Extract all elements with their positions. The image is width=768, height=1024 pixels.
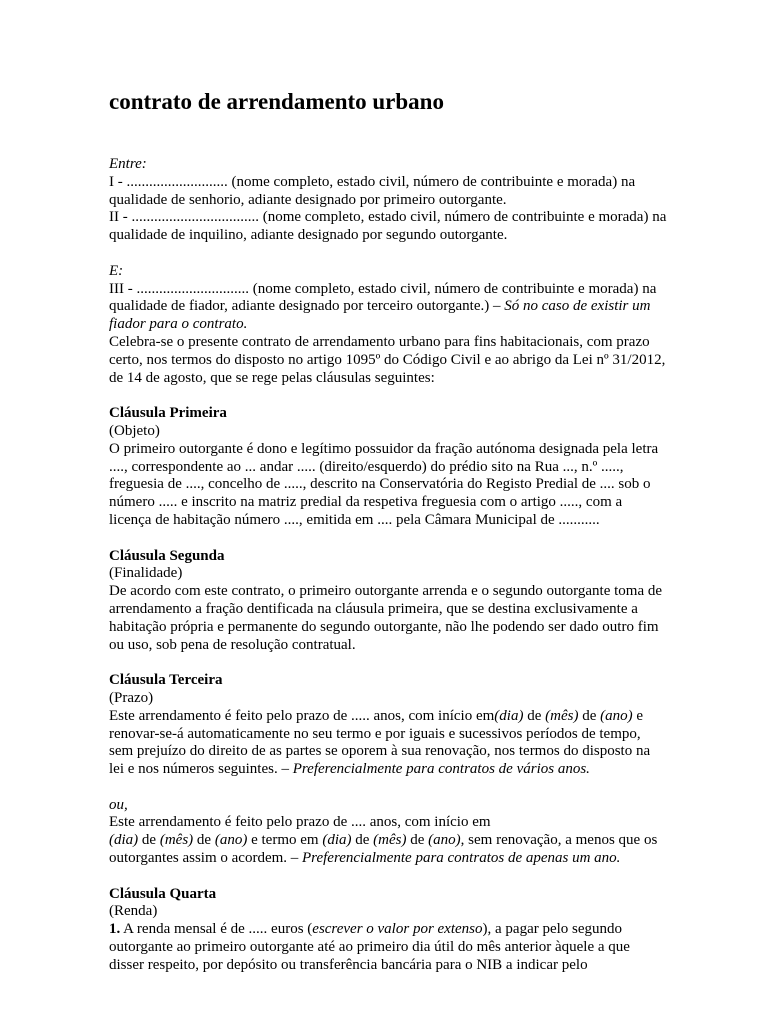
ano-placeholder: (ano): [600, 707, 633, 724]
rent-note: escrever o valor por extenso: [312, 921, 483, 938]
clause-2-text: De acordo com este contrato, o primeiro outorgante arrenda e o segundo outorgante toma de arrendamento a fração dentificada na cláusula primeira, que se destina exclusivamente a habitação própria e permanente do segundo outorgante, não lhe podendo ser dado outro fim ou uso, sob pena de resolução contratual.: [109, 583, 663, 653]
de-word: de: [578, 707, 601, 724]
dia-placeholder: (dia): [494, 707, 524, 724]
intro-paragraph: Celebra-se o presente contrato de arrendamento urbano para fins habitacionais, com prazo certo, nos termos do disposto no artigo 1095º do Código Civil e ao abrigo da Lei nº 31/2012, de 14 de agosto, que se rege pelas cláusulas seguintes:: [109, 333, 666, 386]
clause-2-subtitle: (Finalidade): [109, 565, 183, 582]
party-1: I - ........................... (nome completo, estado civil, número de contribuinte e morada) na qualidade de senhorio, adiante designado por primeiro outorgante.: [109, 173, 636, 208]
clause-3-option-2: [109, 814, 668, 867]
de-word: de: [351, 832, 374, 849]
clause-3-option-1: [109, 708, 668, 779]
opt2-start: Este arrendamento é feito pelo prazo de .... anos, com início em: [109, 814, 491, 831]
party-3: [109, 281, 668, 334]
or-label: ou,: [109, 796, 128, 813]
document-title: contrato de arrendamento urbano: [109, 89, 444, 114]
ano-placeholder: (ano): [428, 832, 461, 849]
mes-placeholder: (mês): [159, 832, 194, 849]
party-3-note: Só no caso de existir um fiador para o contrato.: [109, 298, 651, 333]
party-3-text: III - .............................. (nome completo, estado civil, número de contribuinte e morada) na qualidade de fiador, adiante designado por terceiro outorgante.) –: [109, 280, 657, 315]
mes-placeholder: (mês): [373, 832, 407, 849]
clause-4-title: Cláusula Quarta: [109, 885, 217, 902]
mes-placeholder: (mês): [545, 707, 579, 724]
rent-text-rest: ), a pagar pelo segundo outorgante ao primeiro outorgante até ao primeiro dia útil do mês anterior àquele a que disser respeito, por depósito ou transferência bancária para o NIB a indicar pelo: [109, 921, 630, 973]
de-word: de: [406, 832, 429, 849]
dia-placeholder: (dia): [322, 832, 352, 849]
opt1-rest: e renovar-se-á automaticamente no seu termo e por iguais e sucessivos períodos de tempo, sem prejuízo do direito de as partes se oporem à sua renovação, nos termos do disposto na lei e nos números seguintes. –: [109, 707, 651, 778]
clause-3-title: Cláusula Terceira: [109, 672, 223, 689]
de-word: de: [138, 832, 160, 849]
dia-placeholder: (dia): [109, 832, 139, 849]
clause-1-subtitle: (Objeto): [109, 422, 160, 439]
party-2: II - .................................. (nome completo, estado civil, número de contribuinte e morada) na qualidade de inquilino, adiante designado por segundo outorgante.: [109, 209, 667, 244]
ano-placeholder: (ano): [214, 832, 248, 849]
entre-label: Entre:: [109, 156, 147, 172]
clause-3-subtitle: (Prazo): [109, 689, 154, 706]
opt1-note: Preferencialmente para contratos de vários anos.: [292, 761, 590, 778]
opt2-note: Preferencialmente para contratos de apenas um ano.: [302, 850, 621, 867]
de-word: de: [523, 707, 546, 724]
clause-4-subtitle: (Renda): [109, 903, 158, 920]
rent-text-start: A renda mensal é de ..... euros (: [120, 921, 313, 938]
e-label: E:: [109, 262, 124, 279]
item-number: 1.: [109, 921, 121, 938]
de-word: de: [193, 832, 215, 849]
clause-2-title: Cláusula Segunda: [109, 547, 225, 564]
termo-text: e termo em: [247, 832, 323, 849]
opt2-rest: , sem renovação, a menos que os outorgantes assim o acordem. –: [109, 832, 658, 867]
opt1-start: Este arrendamento é feito pelo prazo de ..... anos, com início em: [109, 707, 495, 724]
clause-1-title: Cláusula Primeira: [109, 405, 227, 422]
clause-1-text: O primeiro outorgante é dono e legítimo possuidor da fração autónoma designada pela letra ...., correspondente ao ... andar ..... (direito/esquerdo) do prédio sito na Rua ..., n.º ....., freguesia de ...., concelho de ....., descrito na Conservatória do Registo Predial de .... sob o número ..... e inscrito na matriz predial da respetiva freguesia com o artigo ....., com a licença de habitação número ...., emitida em .... pela Câmara Municipal de ...........: [109, 440, 659, 528]
clause-4-item-1: [109, 921, 668, 974]
